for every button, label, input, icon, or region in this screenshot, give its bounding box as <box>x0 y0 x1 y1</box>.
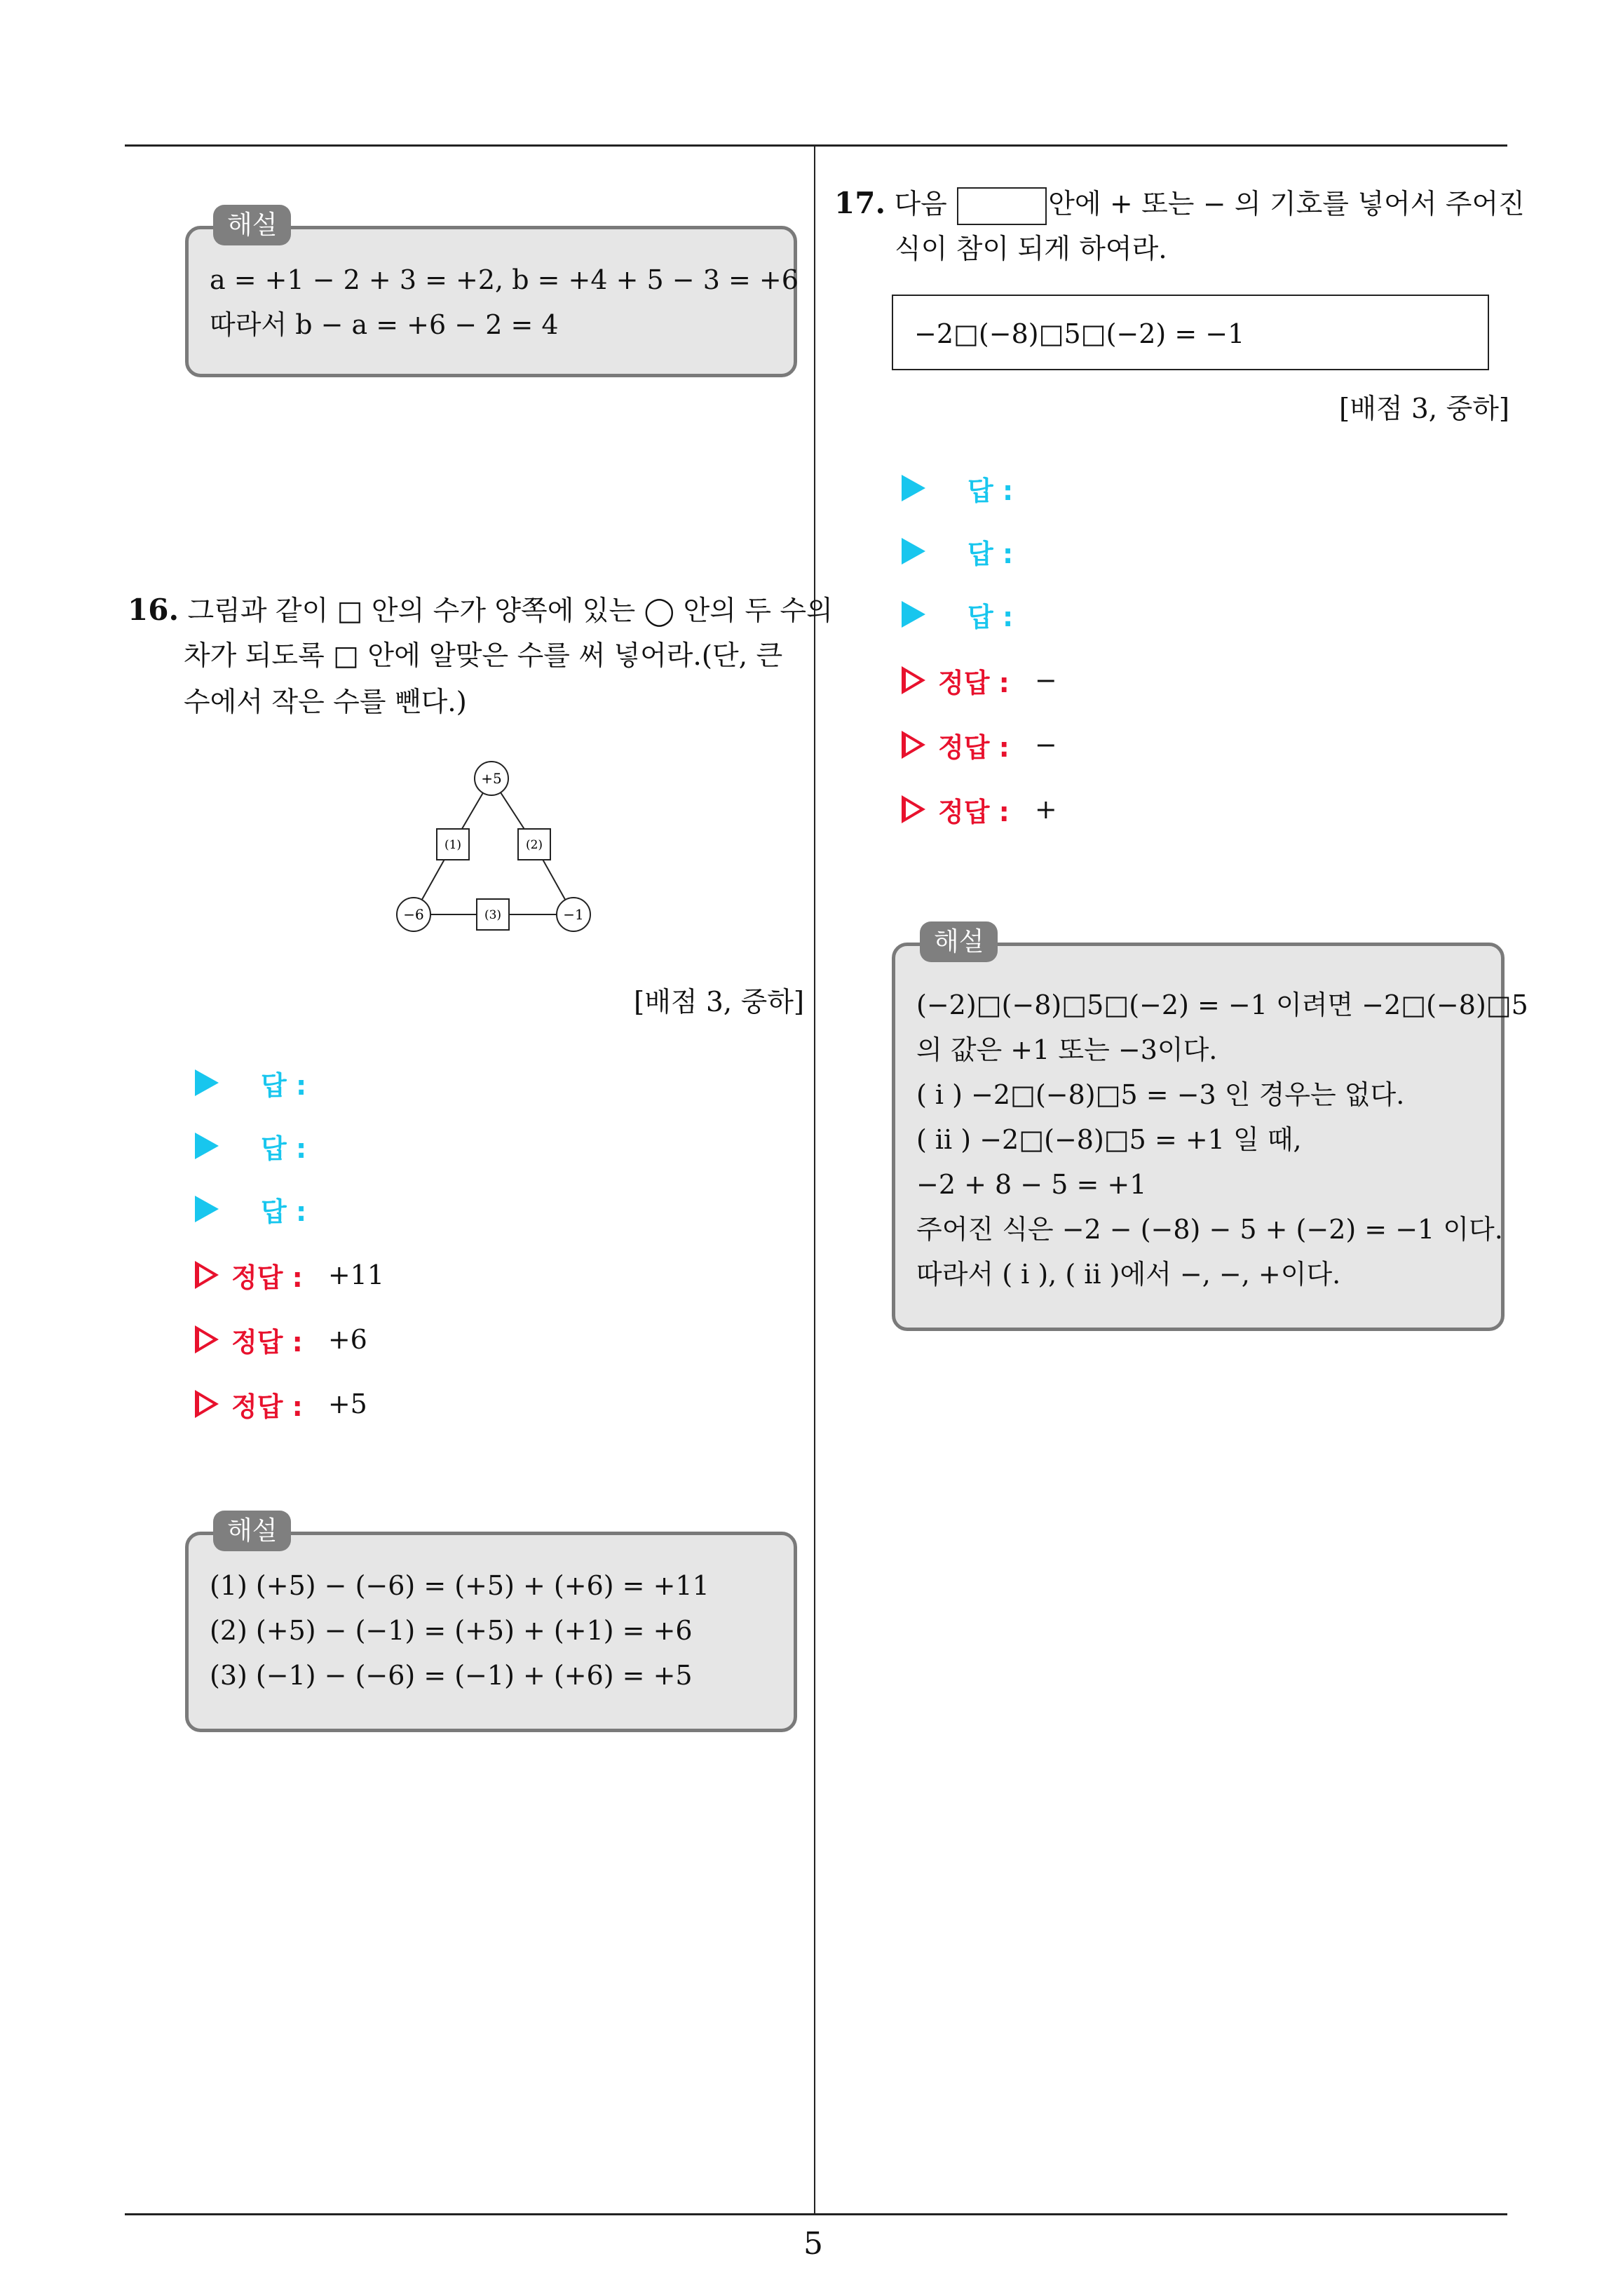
correct-label: 정답 : <box>938 731 1010 763</box>
answer-label: 답 : <box>967 601 1014 633</box>
question-number: 17. <box>834 186 886 220</box>
bottom-rule <box>125 2213 1507 2215</box>
blank-box <box>957 187 1047 225</box>
question-text: 다음 <box>894 189 947 220</box>
answer-row <box>195 1062 306 1104</box>
box-1-label: (1) <box>444 838 462 852</box>
question-text-line: 식이 참이 되게 하여라. <box>895 234 1167 265</box>
correct-answer-row <box>195 1318 367 1360</box>
correct-answer-value: + <box>1034 794 1057 825</box>
solution-line: 따라서 b − a = +6 − 2 = 4 <box>210 309 559 340</box>
circle-left-label: −6 <box>403 906 424 923</box>
expression-box <box>892 295 1489 370</box>
top-rule <box>125 144 1507 147</box>
answer-row <box>902 593 1013 635</box>
answer-label: 답 : <box>967 475 1014 506</box>
question-number: 16. <box>128 593 179 627</box>
correct-answer-value: − <box>1034 665 1057 696</box>
solution-tag: 해설 <box>920 921 998 962</box>
box-2-label: (2) <box>525 838 543 852</box>
play-icon <box>902 475 925 501</box>
outline-play-icon <box>195 1261 219 1289</box>
answer-row <box>195 1188 306 1230</box>
answer-label: 답 : <box>967 538 1014 569</box>
play-icon <box>902 601 925 628</box>
correct-answer-row <box>902 659 1057 701</box>
solution-box-17 <box>892 943 1528 1331</box>
score-label: [배점 3, 중하] <box>1339 393 1510 425</box>
solution-tag: 해설 <box>213 1511 291 1551</box>
play-icon <box>902 538 925 565</box>
triangle-diagram <box>390 755 593 948</box>
outline-play-icon <box>195 1325 219 1353</box>
question-text-line: 수에서 작은 수를 뺀다.) <box>184 687 467 718</box>
answer-row <box>902 467 1013 509</box>
answer-label: 답 : <box>261 1069 307 1101</box>
solution-box-15 <box>185 226 797 377</box>
solution-line: −2 + 8 − 5 = +1 <box>916 1169 1147 1200</box>
circle-top-label: +5 <box>481 770 502 787</box>
solution-line: 의 값은 +1 또는 −3이다. <box>916 1034 1218 1065</box>
play-icon <box>195 1069 219 1096</box>
outline-play-icon <box>902 666 925 694</box>
outline-play-icon <box>902 731 925 759</box>
correct-answer-row <box>195 1383 367 1425</box>
solution-line: 주어진 식은 −2 − (−8) − 5 + (−2) = −1 이다. <box>916 1214 1503 1245</box>
correct-answer-value: − <box>1034 729 1057 760</box>
circle-right-label: −1 <box>563 906 584 923</box>
page-number: 5 <box>803 2226 823 2262</box>
correct-answer-value: +6 <box>327 1324 367 1355</box>
solution-line: ( i ) −2□(−8)□5 = −3 인 경우는 없다. <box>916 1079 1405 1110</box>
question-text-line: 그림과 같이 □ 안의 수가 양쪽에 있는 ◯ 안의 두 수의 <box>187 595 833 627</box>
solution-line: a = +1 − 2 + 3 = +2, b = +4 + 5 − 3 = +6 <box>210 264 799 295</box>
correct-answer-row <box>902 788 1057 830</box>
question-16 <box>128 588 833 634</box>
question-text-line: 차가 되도록 □ 안에 알맞은 수를 써 넣어라.(단, 큰 <box>184 640 783 672</box>
solution-line: (−2)□(−8)□5□(−2) = −1 이려면 −2□(−8)□5 <box>916 990 1528 1020</box>
solution-line: (2) (+5) − (−1) = (+5) + (+1) = +6 <box>210 1615 693 1646</box>
score-label: [배점 3, 중하] <box>634 987 805 1018</box>
column-divider <box>814 144 815 2215</box>
correct-answer-value: +5 <box>327 1389 367 1419</box>
correct-answer-row <box>195 1254 384 1296</box>
outline-play-icon <box>195 1390 219 1418</box>
correct-answer-value: +11 <box>327 1260 385 1290</box>
answer-label: 답 : <box>261 1133 307 1164</box>
solution-line: ( ii ) −2□(−8)□5 = +1 일 때, <box>916 1124 1302 1155</box>
question-text: 안에 + 또는 − 의 기호를 넣어서 주어진 <box>1048 189 1525 220</box>
answer-row <box>195 1125 306 1167</box>
answer-row <box>902 530 1013 572</box>
answer-label: 답 : <box>261 1196 307 1227</box>
solution-line: 따라서 ( i ), ( ii )에서 −, −, +이다. <box>916 1259 1341 1290</box>
correct-label: 정답 : <box>231 1262 303 1293</box>
solution-box-16 <box>185 1532 797 1732</box>
correct-label: 정답 : <box>231 1326 303 1358</box>
correct-label: 정답 : <box>938 667 1010 698</box>
solution-line: (1) (+5) − (−6) = (+5) + (+6) = +11 <box>210 1570 709 1601</box>
outline-play-icon <box>902 795 925 823</box>
box-3-label: (3) <box>484 908 502 922</box>
play-icon <box>195 1196 219 1222</box>
correct-label: 정답 : <box>938 796 1010 828</box>
correct-answer-row <box>902 724 1057 766</box>
expression: −2□(−8)□5□(−2) = −1 <box>914 318 1245 349</box>
play-icon <box>195 1133 219 1159</box>
question-17 <box>834 181 1525 227</box>
solution-tag: 해설 <box>213 205 291 245</box>
correct-label: 정답 : <box>231 1391 303 1422</box>
solution-line: (3) (−1) − (−6) = (−1) + (+6) = +5 <box>210 1660 693 1691</box>
